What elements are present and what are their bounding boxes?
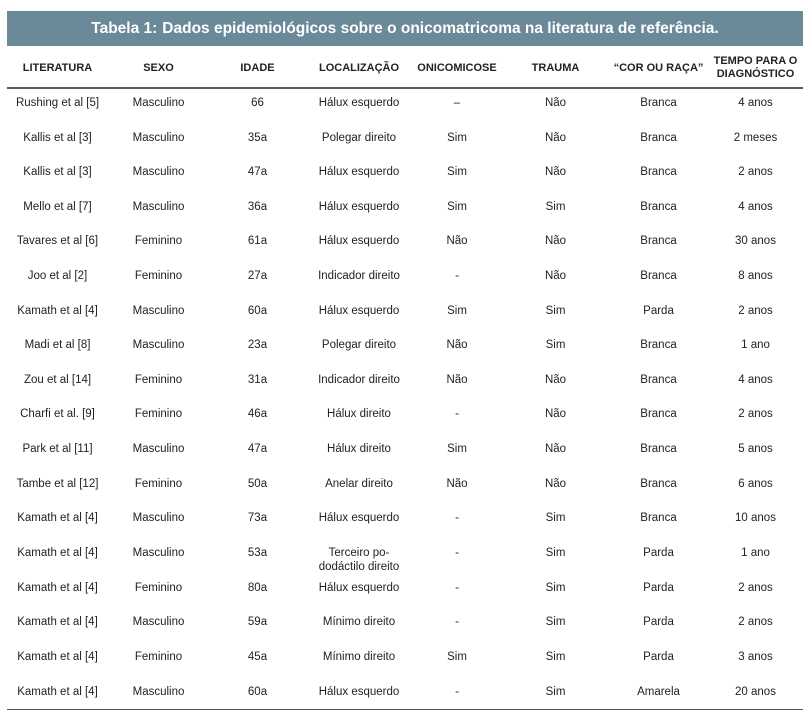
table-cell-trauma: Sim: [545, 581, 566, 594]
table-cell-onicomicose: -: [455, 616, 459, 629]
table-cell-tempo-diagnostico: 30 anos: [735, 235, 776, 248]
table-cell-literatura: Tambe et al [12]: [16, 477, 99, 490]
table-cell-sexo: Masculino: [132, 616, 185, 629]
table-row: [7, 88, 803, 124]
table-cell-localizacao: Hálux esquerdo: [306, 678, 412, 710]
table-cell-onicomicose: -: [455, 408, 459, 421]
table-cell-onicomicose: -: [455, 581, 459, 594]
table-cell-idade: 73a: [247, 512, 268, 525]
table-cell-idade: 59a: [247, 616, 268, 629]
table-cell-sexo: Masculino: [132, 546, 185, 559]
table-cell-trauma: Não: [544, 97, 567, 109]
table-cell-literatura: Mello et al [7]: [23, 200, 92, 213]
header-row: [7, 49, 803, 88]
table-cell-onicomicose: Não: [446, 373, 468, 386]
table-cell-tempo-diagnostico: 1 ano: [741, 339, 770, 352]
table-cell-literatura: Kamath et al [4]: [7, 678, 108, 710]
table-cell-tempo-diagnostico: 20 anos: [708, 678, 803, 710]
table-cell-cor-raca: Branca: [640, 166, 677, 179]
table-cell-cor-raca: Branca: [640, 512, 677, 525]
table-cell-cor-raca: Parda: [643, 546, 674, 559]
table-row: [7, 124, 803, 159]
table-cell-tempo-diagnostico: 3 anos: [738, 650, 773, 663]
table-cell-trauma: Sim: [545, 200, 566, 213]
table-row: [7, 643, 803, 678]
table-cell-tempo-diagnostico: 2 anos: [738, 581, 773, 594]
table-cell-sexo: Masculino: [132, 131, 185, 144]
table-cell-tempo-diagnostico: 1 ano: [741, 546, 770, 559]
table-cell-trauma: Não: [544, 408, 567, 421]
table-cell-tempo-diagnostico: 2 anos: [738, 304, 773, 317]
table-cell-trauma: Sim: [502, 678, 609, 710]
table-cell-localizacao: Anelar direito: [325, 477, 393, 490]
table-cell-onicomicose: Sim: [447, 131, 467, 144]
table-cell-onicomicose: -: [455, 546, 459, 559]
table-cell-localizacao: Hálux esquerdo: [318, 304, 400, 317]
table-cell-tempo-diagnostico: 4 anos: [738, 200, 773, 213]
table-cell-localizacao: Hálux direito: [327, 408, 391, 421]
table-cell-idade: 61a: [247, 235, 268, 248]
table-cell-cor-raca: Parda: [643, 650, 674, 663]
table-cell-literatura: Charfi et al. [9]: [20, 408, 95, 421]
table-cell-localizacao: Hálux esquerdo: [318, 200, 400, 213]
table-cell-onicomicose: Sim: [447, 166, 467, 179]
table-cell-trauma: Sim: [545, 616, 566, 629]
table-row: [7, 574, 803, 609]
table-cell-sexo: Feminino: [134, 269, 183, 282]
table-cell-idade: 60a: [247, 304, 268, 317]
table-row: [7, 504, 803, 539]
table-cell-onicomicose: –: [453, 97, 461, 109]
column-header-cor-raca: “COR OU RAÇA”: [609, 49, 708, 88]
table-cell-idade: 50a: [247, 477, 268, 490]
table-cell-tempo-diagnostico: 4 anos: [738, 373, 773, 386]
table-cell-tempo-diagnostico: 8 anos: [738, 269, 773, 282]
table-cell-sexo: Masculino: [132, 200, 185, 213]
table-cell-cor-raca: Branca: [640, 442, 677, 455]
column-header-idade: IDADE: [209, 49, 306, 88]
table-cell-cor-raca: Parda: [643, 581, 674, 594]
table-cell-idade: 27a: [247, 269, 268, 282]
table-cell-idade: 35a: [247, 131, 268, 144]
table-cell-literatura: Madi et al [8]: [24, 339, 91, 352]
table-cell-literatura: Kamath et al [4]: [17, 581, 98, 594]
table-cell-literatura: Kamath et al [4]: [17, 546, 98, 559]
table-cell-idade: 36a: [247, 200, 268, 213]
table-cell-trauma: Sim: [545, 339, 566, 352]
table-cell-localizacao: Mínimo direito: [322, 616, 396, 629]
table-cell-onicomicose: Sim: [447, 442, 467, 455]
table-cell-trauma: Sim: [545, 650, 566, 663]
table-cell-sexo: Masculino: [132, 166, 185, 179]
table-cell-tempo-diagnostico: 10 anos: [735, 512, 776, 525]
table-cell-sexo: Masculino: [132, 339, 185, 352]
table-cell-cor-raca: Branca: [640, 269, 677, 282]
table-cell-trauma: Não: [544, 373, 567, 386]
table-cell-localizacao: Hálux esquerdo: [318, 581, 400, 594]
table-cell-trauma: Não: [544, 269, 567, 282]
epidemiology-table: [7, 49, 803, 710]
table-cell-cor-raca: Branca: [640, 408, 677, 421]
table-row: [7, 678, 803, 710]
table-title: Dados epidemiológicos sobre o onicomatricoma na literatura de referência.: [162, 19, 719, 37]
table-row: [7, 539, 803, 574]
table-cell-onicomicose: -: [455, 269, 459, 282]
table-cell-localizacao: Indicador direito: [318, 269, 400, 282]
table-cell-literatura: Tavares et al [6]: [16, 235, 99, 248]
table-cell-trauma: Sim: [545, 512, 566, 525]
table-cell-sexo: Feminino: [134, 373, 183, 386]
table-cell-sexo: Masculino: [108, 678, 209, 710]
table-cell-literatura: Kamath et al [4]: [17, 304, 98, 317]
table-row: [7, 227, 803, 262]
table-cell-idade: 46a: [247, 408, 268, 421]
column-header-sexo: SEXO: [108, 49, 209, 88]
table-cell-literatura: Rushing et al [5]: [15, 97, 100, 109]
table-cell-idade: 47a: [247, 442, 268, 455]
table-cell-localizacao: Indicador direito: [318, 373, 400, 386]
table-cell-localizacao: Polegar direito: [321, 131, 397, 144]
table-cell-cor-raca: Branca: [640, 235, 677, 248]
table-row: [7, 331, 803, 366]
table-cell-sexo: Feminino: [134, 477, 183, 490]
table-cell-idade: 47a: [247, 166, 268, 179]
table-cell-onicomicose: Não: [446, 477, 468, 490]
table-cell-literatura: Kamath et al [4]: [17, 512, 98, 525]
table-cell-sexo: Masculino: [132, 97, 185, 109]
table-row: [7, 435, 803, 470]
table-cell-onicomicose: Sim: [447, 650, 467, 663]
table-cell-tempo-diagnostico: 2 anos: [738, 408, 773, 421]
column-header-literatura: LITERATURA: [7, 49, 108, 88]
table-cell-tempo-diagnostico: 6 anos: [738, 477, 773, 490]
table-cell-trauma: Não: [544, 166, 567, 179]
table-row: [7, 400, 803, 435]
table-cell-sexo: Masculino: [132, 512, 185, 525]
table-cell-tempo-diagnostico: 4 anos: [738, 97, 773, 109]
table-label: Tabela 1:: [91, 19, 158, 37]
table-cell-localizacao: Hálux esquerdo: [318, 166, 400, 179]
table-cell-localizacao: Terceiro po- dodáctilo direito: [318, 546, 400, 573]
table-cell-trauma: Sim: [545, 546, 566, 559]
table-cell-tempo-diagnostico: 2 anos: [738, 166, 773, 179]
table-cell-onicomicose: -: [455, 512, 459, 525]
table-row: [7, 262, 803, 297]
table-cell-literatura: Kamath et al [4]: [17, 616, 98, 629]
table-cell-trauma: Não: [544, 235, 567, 248]
table-cell-sexo: Feminino: [134, 581, 183, 594]
table-row: [7, 158, 803, 193]
table-row: [7, 470, 803, 505]
table-cell-cor-raca: Parda: [643, 304, 674, 317]
table-cell-cor-raca: Branca: [640, 131, 677, 144]
table-row: [7, 608, 803, 643]
table-cell-onicomicose: Não: [446, 339, 468, 352]
table-cell-sexo: Feminino: [134, 235, 183, 248]
table-cell-trauma: Não: [544, 131, 567, 144]
table-cell-cor-raca: Amarela: [609, 678, 708, 710]
table-cell-cor-raca: Branca: [640, 97, 677, 109]
table-cell-idade: 80a: [247, 581, 268, 594]
table-cell-idade: 31a: [247, 373, 268, 386]
column-header-localizacao: LOCALIZAÇÃO: [306, 49, 412, 88]
table-cell-idade: 45a: [247, 650, 268, 663]
table-cell-sexo: Masculino: [132, 304, 185, 317]
table-cell-literatura: Kallis et al [3]: [23, 166, 92, 179]
table-cell-cor-raca: Branca: [640, 200, 677, 213]
table-cell-onicomicose: Sim: [447, 304, 467, 317]
table-cell-tempo-diagnostico: 2 meses: [733, 131, 778, 144]
table-cell-idade: 60a: [209, 678, 306, 710]
table-cell-idade: 66: [251, 97, 264, 109]
table-cell-trauma: Não: [544, 442, 567, 455]
table-cell-cor-raca: Parda: [643, 616, 674, 629]
table-cell-idade: 53a: [247, 546, 268, 559]
table-cell-localizacao: Hálux direito: [327, 442, 391, 455]
table-cell-localizacao: Polegar direito: [321, 339, 397, 352]
table-cell-literatura: Park et al [11]: [22, 442, 93, 455]
table-cell-sexo: Feminino: [134, 408, 183, 421]
table-caption: [7, 11, 803, 46]
table-row: [7, 193, 803, 228]
table-cell-onicomicose: -: [412, 678, 502, 710]
table-cell-idade: 23a: [247, 339, 268, 352]
table-cell-cor-raca: Branca: [640, 373, 677, 386]
table-cell-trauma: Sim: [545, 304, 566, 317]
table-cell-onicomicose: Sim: [447, 200, 467, 213]
table-cell-cor-raca: Branca: [640, 477, 677, 490]
column-header-tempo-diagnostico: TEMPO PARA O DIAGNÓSTICO: [708, 49, 803, 88]
table-cell-tempo-diagnostico: 2 anos: [738, 616, 773, 629]
table-cell-cor-raca: Branca: [640, 339, 677, 352]
table-cell-trauma: Não: [544, 477, 567, 490]
table-body: [7, 88, 803, 709]
table-cell-literatura: Kallis et al [3]: [23, 131, 92, 144]
table-row: [7, 297, 803, 332]
table-cell-literatura: Zou et al [14]: [23, 373, 92, 386]
table-cell-localizacao: Hálux esquerdo: [318, 235, 400, 248]
table-cell-sexo: Feminino: [134, 650, 183, 663]
table-cell-tempo-diagnostico: 5 anos: [738, 442, 773, 455]
table-cell-onicomicose: Não: [446, 235, 468, 248]
table-cell-localizacao: Hálux esquerdo: [318, 97, 400, 109]
column-header-trauma: TRAUMA: [502, 49, 609, 88]
table-row: [7, 366, 803, 401]
table-cell-literatura: Joo et al [2]: [27, 269, 88, 282]
table-cell-sexo: Masculino: [132, 442, 185, 455]
table-cell-localizacao: Hálux esquerdo: [318, 512, 400, 525]
table-cell-localizacao: Mínimo direito: [322, 650, 396, 663]
table-cell-literatura: Kamath et al [4]: [17, 650, 98, 663]
table-header: [7, 49, 803, 88]
column-header-onicomicose: ONICOMICOSE: [412, 49, 502, 88]
